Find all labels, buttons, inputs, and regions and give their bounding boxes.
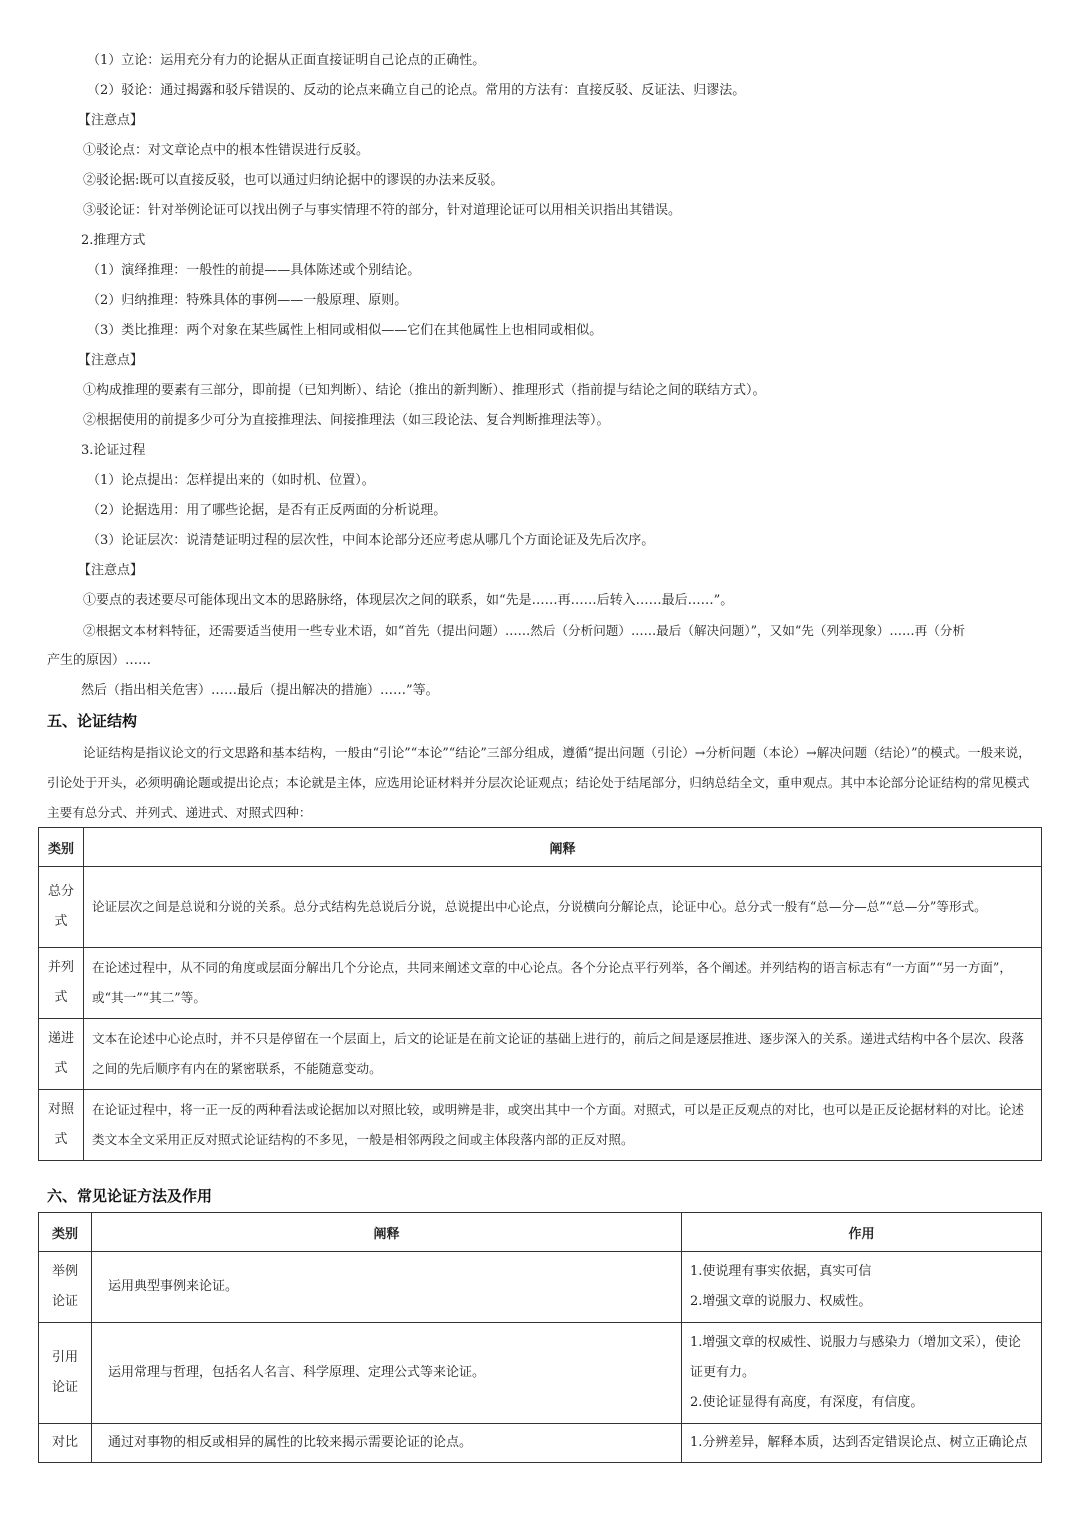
text-line: （2）归纳推理：特殊具体的事例——一般原理、原则。	[87, 293, 408, 308]
description-cell: 文本在论述中心论点时，并不只是停留在一个层面上，后文的论证是在前文论证的基础上进行的，前后之间是逐层推进、逐步深入的关系。递进式结构中各个层次、段落之间的先后顺序有内在的紧密联系，不能随意变动。	[84, 1019, 1042, 1090]
column-header: 类别	[39, 1213, 92, 1252]
text-line: ①构成推理的要素有三部分，即前提（已知判断）、结论（推出的新判断）、推理形式（指前提与结论之间的联结方式）。	[83, 383, 766, 398]
description-cell: 运用典型事例来论证。	[92, 1252, 682, 1323]
column-header: 阐释	[92, 1213, 682, 1252]
table-row	[39, 1090, 1042, 1161]
effect-cell	[682, 1252, 1042, 1323]
category-cell: 对照式	[39, 1090, 84, 1161]
argument-methods-table	[38, 1212, 1042, 1463]
table-row	[39, 948, 1042, 1019]
text-line: ①要点的表述要尽可能体现出文本的思路脉络，体现层次之间的联系，如“先是……再……后转入……最后……”。	[83, 593, 734, 608]
column-header: 作用	[682, 1213, 1042, 1252]
effect-item: 2.使论证显得有高度，有深度，有信度。	[690, 1395, 924, 1410]
category-cell: 举例论证	[39, 1252, 92, 1323]
text-line: 【注意点】	[78, 113, 144, 128]
table-row	[39, 867, 1042, 948]
effect-item: 1.增强文章的权威性、说服力与感染力（增加文采），使论证更有力。	[690, 1335, 1021, 1380]
table-row	[39, 1424, 1042, 1463]
description-cell: 通过对事物的相反或相异的属性的比较来揭示需要论证的论点。	[92, 1424, 682, 1463]
description-cell: 论证层次之间是总说和分说的关系。总分式结构先总说后分说，总说提出中心论点，分说横向分解论点，论证中心。总分式一般有“总—分—总”“总—分”等形式。	[84, 867, 1042, 948]
section-intro: 论证结构是指议论文的行文思路和基本结构，一般由“引论”“本论”“结论”三部分组成，遵循“提出问题（引论）→分析问题（本论）→解决问题（结论）”的模式。一般来说，引论处于开头，必须明确论题或提出论点；本论就是主体，应选用论证材料并分层次论证观点；结论处于结尾部分，归纳总结全文，重申观点。其中本论部分论证结构的常见模式主要有总分式、并列式、递进式、对照式四种：	[47, 745, 1031, 820]
effect-item: 2.增强文章的说服力、权威性。	[690, 1294, 872, 1309]
table-row	[39, 1323, 1042, 1424]
category-cell: 总分式	[39, 867, 84, 948]
text-line: （1）立论：运用充分有力的论据从正面直接证明自己论点的正确性。	[87, 53, 486, 68]
text-line: ②根据文本材料特征，还需要适当使用一些专业术语，如“首先（提出问题）……然后（分析问题）……最后（解决问题）”，又如“先（列举现象）……再（分析	[83, 623, 965, 638]
section-title: 五、论证结构	[47, 712, 138, 730]
text-line: 3.论证过程	[81, 443, 146, 458]
category-cell: 对比	[39, 1424, 92, 1463]
text-line: 2.推理方式	[81, 233, 146, 248]
text-line: （1）论点提出：怎样提出来的（如时机、位置）。	[87, 473, 375, 488]
text-line: （1）演绎推理：一般性的前提——具体陈述或个别结论。	[87, 263, 421, 278]
text-line: 【注意点】	[78, 353, 144, 368]
effect-item: 1.分辨差异，解释本质，达到否定错误论点、树立正确论点	[690, 1435, 1028, 1450]
table-header-row	[39, 828, 1042, 867]
table-header-row	[39, 1213, 1042, 1252]
description-cell: 运用常理与哲理，包括名人名言、科学原理、定理公式等来论证。	[92, 1323, 682, 1424]
text-line: ②驳论据:既可以直接反驳，也可以通过归纳论据中的谬误的办法来反驳。	[83, 173, 504, 188]
category-cell: 并列式	[39, 948, 84, 1019]
text-line: 然后（指出相关危害）……最后（提出解决的措施）……”等。	[81, 683, 439, 698]
table-row	[39, 1252, 1042, 1323]
text-line: （2）驳论：通过揭露和驳斥错误的、反动的论点来确立自己的论点。常用的方法有：直接反驳、反证法、归谬法。	[87, 83, 746, 98]
category-cell: 递进式	[39, 1019, 84, 1090]
section-title: 六、常见论证方法及作用	[47, 1187, 213, 1205]
effect-cell	[682, 1323, 1042, 1424]
text-line: ③驳论证：针对举例论证可以找出例子与事实情理不符的部分，针对道理论证可以用相关识指出其错误。	[83, 203, 682, 218]
text-line: ①驳论点：对文章论点中的根本性错误进行反驳。	[83, 143, 370, 158]
category-cell: 引用论证	[39, 1323, 92, 1424]
column-header: 类别	[39, 828, 84, 867]
description-cell: 在论述过程中，从不同的角度或层面分解出几个分论点，共同来阐述文章的中心论点。各个分论点平行列举，各个阐述。并列结构的语言标志有“一方面”“另一方面”，或“其一”“其二”等。	[84, 948, 1042, 1019]
text-line: ②根据使用的前提多少可分为直接推理法、间接推理法（如三段论法、复合判断推理法等）。	[83, 413, 610, 428]
text-line: 【注意点】	[78, 563, 144, 578]
effect-cell	[682, 1424, 1042, 1463]
description-cell: 在论证过程中，将一正一反的两种看法或论据加以对照比较，或明辨是非，或突出其中一个方面。对照式，可以是正反观点的对比，也可以是正反论据材料的对比。论述类文本全文采用正反对照式论证结构的不多见，一般是相邻两段之间或主体段落内部的正反对照。	[84, 1090, 1042, 1161]
text-line: （3）类比推理：两个对象在某些属性上相同或相似——它们在其他属性上也相同或相似。	[87, 323, 603, 338]
argument-structure-table	[38, 827, 1042, 1161]
text-line: 产生的原因）……	[47, 653, 152, 668]
column-header: 阐释	[84, 828, 1042, 867]
effect-item: 1.使说理有事实依据，真实可信	[690, 1264, 872, 1279]
table-row	[39, 1019, 1042, 1090]
text-line: （3）论证层次：说清楚证明过程的层次性，中间本论部分还应考虑从哪几个方面论证及先后次序。	[87, 533, 655, 548]
text-line: （2）论据选用：用了哪些论据，是否有正反两面的分析说理。	[87, 503, 447, 518]
